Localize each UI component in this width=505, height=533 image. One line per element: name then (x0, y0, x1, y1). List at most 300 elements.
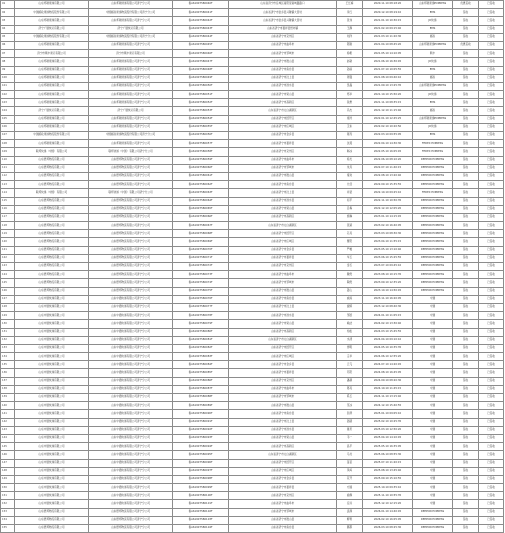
courier-cell[interactable]: 中通 (413, 336, 453, 344)
tracking-cell[interactable]: 鲁A61907580084F (173, 361, 229, 369)
recipient-cell[interactable]: 张伟 (337, 17, 363, 25)
table-row[interactable] (1, 410, 504, 418)
address-cell[interactable]: 山东省济宁市鱼台县 (229, 410, 337, 418)
sender-cell[interactable]: 山东德邦物流有限公司济宁分公司 (89, 271, 173, 279)
sender-cell[interactable]: 山东德邦物流有限公司济宁分公司 (89, 156, 173, 164)
address-cell[interactable]: 山东省济宁市梁山县 (229, 434, 337, 442)
row-number[interactable]: 142 (1, 418, 15, 426)
address-cell[interactable]: 山东省济宁市经开区 (229, 115, 337, 123)
tracking-cell[interactable]: 鲁A61907580061F (173, 172, 229, 180)
tracking-cell[interactable]: 鲁A61907580048F (173, 66, 229, 74)
note-cell[interactable]: 已签收 (479, 336, 504, 344)
status-cell[interactable]: 签收 (453, 58, 479, 66)
table-row[interactable] (1, 213, 504, 221)
note-cell[interactable]: 已签收 (479, 132, 504, 140)
table-row[interactable] (1, 58, 504, 66)
time-cell[interactable]: 2025.09.10 15:10:55 (363, 475, 413, 483)
address-cell[interactable]: 山东省济宁市鱼台县 (229, 66, 337, 74)
receiver-cell[interactable]: 山东中通快递有限公司 (15, 451, 89, 459)
courier-cell[interactable]: DEPPON EXPRESS (413, 230, 453, 238)
receiver-cell[interactable]: 山东中通快递有限公司 (15, 385, 89, 393)
receiver-cell[interactable]: 山东邦驰速递有限公司 (15, 17, 89, 25)
status-cell[interactable]: 签收 (453, 525, 479, 533)
recipient-cell[interactable]: 陶然 (337, 279, 363, 287)
address-cell[interactable]: 山东省济宁市嘉祥县 (229, 369, 337, 377)
courier-cell[interactable]: 中通 (413, 500, 453, 508)
tracking-cell[interactable]: 鲁A61907580059F (173, 156, 229, 164)
address-cell[interactable]: 山东省济宁市梁山县 (229, 91, 337, 99)
tracking-cell[interactable]: 鲁A61907580101F (173, 500, 229, 508)
receiver-cell[interactable]: 山东中通快递有限公司 (15, 295, 89, 303)
recipient-cell[interactable]: 潘越 (337, 377, 363, 385)
courier-cell[interactable]: DEPPON EXPRESS (413, 197, 453, 205)
receiver-cell[interactable]: 山东德邦物流有限公司 (15, 246, 89, 254)
time-cell[interactable]: 2022.09.10 15:35:55 (363, 181, 413, 189)
time-cell[interactable]: 2024.02.10 13:30:40 (363, 320, 413, 328)
row-number[interactable]: 125 (1, 279, 15, 287)
note-cell[interactable]: 已签收 (479, 369, 504, 377)
courier-cell[interactable]: 中通 (413, 377, 453, 385)
table-row[interactable] (1, 132, 504, 140)
address-cell[interactable]: 山东省济宁市兖州区 (229, 377, 337, 385)
table-row[interactable] (1, 320, 504, 328)
sender-cell[interactable]: 山东德邦物流有限公司济宁分公司 (89, 164, 173, 172)
sender-cell[interactable]: 山东德邦物流有限公司济宁分公司 (89, 172, 173, 180)
courier-cell[interactable]: 山东邦驰速递EXPRESS (413, 41, 453, 49)
status-cell[interactable]: 签收 (453, 25, 479, 33)
recipient-cell[interactable]: 奚玉 (337, 394, 363, 402)
row-number[interactable]: 111 (1, 164, 15, 172)
table-row[interactable] (1, 525, 504, 533)
table-row[interactable] (1, 303, 504, 311)
courier-cell[interactable]: 中通 (413, 451, 453, 459)
row-number[interactable]: 119 (1, 230, 15, 238)
table-row[interactable] (1, 156, 504, 164)
tracking-cell[interactable]: 鲁A61907580068F (173, 230, 229, 238)
table-row[interactable] (1, 394, 504, 402)
note-cell[interactable]: 已签收 (479, 508, 504, 516)
note-cell[interactable]: 已签收 (479, 516, 504, 524)
courier-cell[interactable]: 中通 (413, 344, 453, 352)
row-number[interactable]: 135 (1, 361, 15, 369)
time-cell[interactable]: 2023.09.10 12:35:20 (363, 279, 413, 287)
row-number[interactable]: 91 (1, 1, 15, 9)
row-number[interactable]: 107 (1, 132, 15, 140)
tracking-cell[interactable]: 鲁A61907580079F (173, 320, 229, 328)
note-cell[interactable]: 已签收 (479, 123, 504, 131)
note-cell[interactable]: 已签收 (479, 287, 504, 295)
tracking-cell[interactable]: 鲁A61907580056F (173, 132, 229, 140)
table-row[interactable] (1, 271, 504, 279)
row-number[interactable]: 155 (1, 525, 15, 533)
receiver-cell[interactable]: 山东德邦物流有限公司 (15, 508, 89, 516)
sender-cell[interactable]: 山东德邦物流有限公司济宁分公司 (89, 197, 173, 205)
receiver-cell[interactable]: 山东邦驰速递有限公司 (15, 41, 89, 49)
receiver-cell[interactable]: 中国邮政速递物流股份有限公司 (15, 132, 89, 140)
receiver-cell[interactable]: 济宁广通快运有限公司 (15, 107, 89, 115)
table-row[interactable] (1, 353, 504, 361)
address-cell[interactable]: 山东省济宁市汶上县 (229, 74, 337, 82)
row-number[interactable]: 151 (1, 492, 15, 500)
status-cell[interactable]: 签收 (453, 74, 479, 82)
tracking-cell[interactable]: 鲁A61907580069F (173, 238, 229, 246)
courier-cell[interactable]: FEDEX EXPRESS (413, 140, 453, 148)
recipient-cell[interactable]: 张颖 (337, 222, 363, 230)
recipient-cell[interactable]: 杨光 (337, 156, 363, 164)
sender-cell[interactable]: 山东中通快递有限公司济宁分公司 (89, 385, 173, 393)
courier-cell[interactable]: DEPPON EXPRESS (413, 222, 453, 230)
tracking-cell[interactable]: 鲁A61907580100F (173, 492, 229, 500)
address-cell[interactable]: 山东省济宁市嘉祥县 (229, 484, 337, 492)
sender-cell[interactable]: 山东德邦物流有限公司济宁分公司 (89, 516, 173, 524)
courier-cell[interactable]: 中通 (413, 418, 453, 426)
row-number[interactable]: 95 (1, 33, 15, 41)
receiver-cell[interactable]: 山东邦驰速递有限公司 (15, 99, 89, 107)
recipient-cell[interactable]: 苗苗 (337, 459, 363, 467)
status-cell[interactable]: 签收 (453, 17, 479, 25)
status-cell[interactable]: 签收 (453, 336, 479, 344)
receiver-cell[interactable]: 山东邦驰速递有限公司 (15, 115, 89, 123)
note-cell[interactable]: 已签收 (479, 66, 504, 74)
table-row[interactable] (1, 66, 504, 74)
row-number[interactable]: 154 (1, 516, 15, 524)
sender-cell[interactable]: 济宁广通快运有限公司 (89, 107, 173, 115)
courier-cell[interactable]: DEPPON EXPRESS (413, 246, 453, 254)
status-cell[interactable]: 签收 (453, 500, 479, 508)
table-row[interactable] (1, 426, 504, 434)
address-cell[interactable]: 山东省济宁市微山县 (229, 516, 337, 524)
receiver-cell[interactable]: 山东德邦物流有限公司 (15, 181, 89, 189)
table-row[interactable] (1, 254, 504, 262)
receiver-cell[interactable]: 山东德邦物流有限公司 (15, 164, 89, 172)
courier-cell[interactable]: 中通 (413, 443, 453, 451)
table-row[interactable] (1, 500, 504, 508)
table-row[interactable] (1, 99, 504, 107)
courier-cell[interactable]: 山东邦驰速递EXPRESS (413, 1, 453, 9)
recipient-cell[interactable]: 王静 (337, 25, 363, 33)
receiver-cell[interactable]: 山东德邦物流有限公司 (15, 172, 89, 180)
time-cell[interactable]: 2021.07.10 10:05:55 (363, 66, 413, 74)
address-cell[interactable]: 山东省济宁市金乡县 (229, 361, 337, 369)
sender-cell[interactable]: 山东邦驰速递有限公司济宁分公司 (89, 58, 173, 66)
address-cell[interactable]: 山东省济宁市嘉祥县纸坊镇 (229, 25, 337, 33)
table-row[interactable] (1, 475, 504, 483)
address-cell[interactable]: 山东省济宁市任城区南阳里南城路路口 (229, 1, 337, 9)
receiver-cell[interactable]: 济宁广通快运有限公司 (15, 25, 89, 33)
time-cell[interactable]: 2024.09.10 08:20:30 (363, 377, 413, 385)
row-number[interactable]: 117 (1, 213, 15, 221)
row-number[interactable]: 127 (1, 295, 15, 303)
table-row[interactable] (1, 418, 504, 426)
time-cell[interactable]: 2022.02.10 10:20:50 (363, 123, 413, 131)
table-row[interactable] (1, 115, 504, 123)
address-cell[interactable]: 山东省济宁市金乡县兴隆镇大营村 (229, 17, 337, 25)
receiver-cell[interactable]: 山东德邦物流有限公司 (15, 230, 89, 238)
note-cell[interactable]: 已签收 (479, 41, 504, 49)
address-cell[interactable]: 山东省济宁市微山县 (229, 172, 337, 180)
time-cell[interactable]: 2021.10.10 15:50:20 (363, 91, 413, 99)
sender-cell[interactable]: 山东中通快递有限公司济宁分公司 (89, 426, 173, 434)
status-cell[interactable]: 签收 (453, 205, 479, 213)
status-cell[interactable]: 签收 (453, 369, 479, 377)
table-row[interactable] (1, 140, 504, 148)
tracking-cell[interactable]: 鲁A61907580073F (173, 271, 229, 279)
time-cell[interactable]: 2025.04.10 14:10:45 (363, 434, 413, 442)
table-row[interactable] (1, 222, 504, 230)
time-cell[interactable]: 2025.12.10 12:15:20 (363, 500, 413, 508)
receiver-cell[interactable]: 中国邮政速递物流股份有限公司 (15, 9, 89, 17)
table-row[interactable] (1, 205, 504, 213)
row-number[interactable]: 147 (1, 459, 15, 467)
recipient-cell[interactable]: 马龙 (337, 451, 363, 459)
tracking-cell[interactable]: 鲁A61907580060F (173, 164, 229, 172)
row-number[interactable]: 101 (1, 82, 15, 90)
row-number[interactable]: 134 (1, 353, 15, 361)
tracking-cell[interactable]: 鲁A61907580104F (173, 525, 229, 533)
row-number[interactable]: 150 (1, 484, 15, 492)
row-number[interactable]: 118 (1, 222, 15, 230)
address-cell[interactable]: 山东省济宁市太白湖新区 (229, 336, 337, 344)
tracking-cell[interactable]: 鲁A61907580091F (173, 418, 229, 426)
recipient-cell[interactable]: 秦岚 (337, 172, 363, 180)
receiver-cell[interactable]: 山东德邦物流有限公司 (15, 287, 89, 295)
receiver-cell[interactable]: 山东中通快递有限公司 (15, 320, 89, 328)
status-cell[interactable]: 签收 (453, 172, 479, 180)
tracking-cell[interactable]: 鲁A61907580102F (173, 508, 229, 516)
receiver-cell[interactable]: 山东德邦物流有限公司 (15, 213, 89, 221)
address-cell[interactable]: 山东省济宁市汶上县 (229, 189, 337, 197)
note-cell[interactable]: 已签收 (479, 50, 504, 58)
courier-cell[interactable]: 中通 (413, 434, 453, 442)
sender-cell[interactable]: 济宁市顺丰速运有限公司 (89, 50, 173, 58)
note-cell[interactable]: 已签收 (479, 451, 504, 459)
time-cell[interactable]: 2024.06.10 12:55:20 (363, 353, 413, 361)
recipient-cell[interactable]: 云飞 (337, 361, 363, 369)
recipient-cell[interactable]: 金石 (337, 263, 363, 271)
time-cell[interactable]: 2025.08.10 13:45:40 (363, 467, 413, 475)
courier-cell[interactable]: 中通 (413, 369, 453, 377)
time-cell[interactable]: 2021.11.10 08:35:15 (363, 99, 413, 107)
tracking-cell[interactable]: 鲁A61907580047F (173, 58, 229, 66)
address-cell[interactable]: 山东省济宁市嘉祥县 (229, 140, 337, 148)
courier-cell[interactable]: DEPPON EXPRESS (413, 508, 453, 516)
address-cell[interactable]: 山东省济宁市任城区 (229, 353, 337, 361)
address-cell[interactable]: 山东省济宁市兖州区 (229, 33, 337, 41)
address-cell[interactable]: 山东省济宁市汶上县 (229, 418, 337, 426)
time-cell[interactable]: 2026.02.10 16:05:05 (363, 516, 413, 524)
row-number[interactable]: 123 (1, 263, 15, 271)
row-number[interactable]: 109 (1, 148, 15, 156)
recipient-cell[interactable]: 孙丽 (337, 66, 363, 74)
courier-cell[interactable]: EMS (413, 66, 453, 74)
sender-cell[interactable]: 山东德邦物流有限公司济宁分公司 (89, 508, 173, 516)
address-cell[interactable]: 山东省济宁市金乡县 (229, 246, 337, 254)
status-cell[interactable]: 签收 (453, 344, 479, 352)
tracking-cell[interactable]: 鲁A61907580049F (173, 74, 229, 82)
tracking-cell[interactable]: 鲁A61907580083F (173, 353, 229, 361)
time-cell[interactable]: 2022.11.10 10:50:35 (363, 197, 413, 205)
address-cell[interactable]: 山东省济宁市邹城市 (229, 394, 337, 402)
row-number[interactable]: 103 (1, 99, 15, 107)
sender-cell[interactable]: 山东邦驰速递有限公司济宁分公司 (89, 41, 173, 49)
tracking-cell[interactable]: 鲁A61907580070F (173, 246, 229, 254)
note-cell[interactable]: 已签收 (479, 156, 504, 164)
receiver-cell[interactable]: 山东中通快递有限公司 (15, 459, 89, 467)
sender-cell[interactable]: 山东邦驰速递有限公司济宁分公司 (89, 140, 173, 148)
table-row[interactable] (1, 467, 504, 475)
address-cell[interactable]: 山东省济宁市鱼台县 (229, 525, 337, 533)
status-cell[interactable]: 签收 (453, 508, 479, 516)
courier-cell[interactable]: FEDEX EXPRESS (413, 148, 453, 156)
note-cell[interactable]: 已签收 (479, 205, 504, 213)
address-cell[interactable]: 山东省济宁市泗水县 (229, 426, 337, 434)
courier-cell[interactable]: 山东邦驰速递EXPRESS (413, 115, 453, 123)
receiver-cell[interactable]: 山东中通快递有限公司 (15, 353, 89, 361)
recipient-cell[interactable]: 昌平 (337, 443, 363, 451)
address-cell[interactable]: 山东省济宁市曲阜市 (229, 156, 337, 164)
receiver-cell[interactable]: 山东德邦物流有限公司 (15, 222, 89, 230)
receiver-cell[interactable]: 山东邦驰速递有限公司 (15, 1, 89, 9)
address-cell[interactable]: 山东省济宁市太白湖新区 (229, 222, 337, 230)
receiver-cell[interactable]: 山东德邦物流有限公司 (15, 197, 89, 205)
table-row[interactable] (1, 164, 504, 172)
table-row[interactable] (1, 402, 504, 410)
address-cell[interactable]: 山东省济宁市金乡县 (229, 475, 337, 483)
receiver-cell[interactable]: 山东中通快递有限公司 (15, 500, 89, 508)
receiver-cell[interactable]: 山东德邦物流有限公司 (15, 156, 89, 164)
note-cell[interactable]: 已签收 (479, 500, 504, 508)
tracking-cell[interactable]: 鲁A61907580062F (173, 181, 229, 189)
courier-cell[interactable]: 顺丰 (413, 50, 453, 58)
address-cell[interactable]: 山东省济宁市鱼台县 (229, 181, 337, 189)
note-cell[interactable]: 已签收 (479, 271, 504, 279)
tracking-cell[interactable]: 鲁A61907580103F (173, 516, 229, 524)
recipient-cell[interactable]: 窦明 (337, 344, 363, 352)
tracking-cell[interactable]: 鲁A61907580095F (173, 451, 229, 459)
receiver-cell[interactable]: 山东中通快递有限公司 (15, 303, 89, 311)
sender-cell[interactable]: 山东中通快递有限公司济宁分公司 (89, 434, 173, 442)
row-number[interactable]: 92 (1, 9, 15, 17)
sender-cell[interactable]: 山东中通快递有限公司济宁分公司 (89, 336, 173, 344)
tracking-cell[interactable]: 鲁A61907580043F (173, 25, 229, 33)
row-number[interactable]: 100 (1, 74, 15, 82)
table-row[interactable] (1, 82, 504, 90)
receiver-cell[interactable]: 山东邦驰速递有限公司 (15, 140, 89, 148)
note-cell[interactable]: 已签收 (479, 99, 504, 107)
status-cell[interactable]: 签收 (453, 295, 479, 303)
tracking-cell[interactable]: 鲁A61907580087F (173, 385, 229, 393)
note-cell[interactable]: 已签收 (479, 213, 504, 221)
table-row[interactable] (1, 17, 504, 25)
courier-cell[interactable]: FEDEX EXPRESS (413, 189, 453, 197)
sender-cell[interactable]: 山东中通快递有限公司济宁分公司 (89, 361, 173, 369)
recipient-cell[interactable]: 华玉 (337, 254, 363, 262)
recipient-cell[interactable]: 方圆 (337, 484, 363, 492)
time-cell[interactable]: 2021.08.10 09:40:10 (363, 74, 413, 82)
tracking-cell[interactable]: 鲁A61907580040F (173, 1, 229, 9)
sender-cell[interactable]: 山东德邦物流有限公司济宁分公司 (89, 213, 173, 221)
address-cell[interactable]: 山东省济宁市高新区 (229, 443, 337, 451)
status-cell[interactable]: 签收 (453, 91, 479, 99)
time-cell[interactable]: 2023.04.10 11:55:15 (363, 238, 413, 246)
recipient-cell[interactable]: 冯杰 (337, 107, 363, 115)
tracking-cell[interactable]: 鲁A61907580096F (173, 459, 229, 467)
time-cell[interactable]: 2022.07.10 11:40:15 (363, 164, 413, 172)
sender-cell[interactable]: 山东中通快递有限公司济宁分公司 (89, 344, 173, 352)
status-cell[interactable]: 签收 (453, 434, 479, 442)
row-number[interactable]: 132 (1, 336, 15, 344)
row-number[interactable]: 96 (1, 41, 15, 49)
status-cell[interactable]: 签收 (453, 377, 479, 385)
status-cell[interactable]: 签收 (453, 123, 479, 131)
table-row[interactable] (1, 459, 504, 467)
note-cell[interactable]: 已签收 (479, 197, 504, 205)
time-cell[interactable]: 2021.05.10 14:10:05 (363, 50, 413, 58)
time-cell[interactable]: 2023.10.10 14:50:45 (363, 287, 413, 295)
address-cell[interactable]: 山东省济宁市汶上县 (229, 303, 337, 311)
note-cell[interactable]: 已签收 (479, 402, 504, 410)
recipient-cell[interactable]: 韦一 (337, 434, 363, 442)
sender-cell[interactable]: 济宁广通快运有限公司 (89, 25, 173, 33)
recipient-cell[interactable]: 陈刚 (337, 41, 363, 49)
courier-cell[interactable]: 中通 (413, 467, 453, 475)
recipient-cell[interactable]: 水清 (337, 336, 363, 344)
sender-cell[interactable]: 山东德邦物流有限公司济宁分公司 (89, 205, 173, 213)
address-cell[interactable]: 山东省济宁市邹城市 (229, 50, 337, 58)
receiver-cell[interactable]: 山东中通快递有限公司 (15, 336, 89, 344)
row-number[interactable]: 128 (1, 303, 15, 311)
note-cell[interactable]: 已签收 (479, 115, 504, 123)
recipient-cell[interactable]: 任远 (337, 500, 363, 508)
status-cell[interactable]: 签收 (453, 50, 479, 58)
courier-cell[interactable]: 中通 (413, 475, 453, 483)
sender-cell[interactable]: 山东德邦物流有限公司济宁分公司 (89, 254, 173, 262)
row-number[interactable]: 149 (1, 475, 15, 483)
status-cell[interactable]: 签收 (453, 238, 479, 246)
time-cell[interactable]: 2023.01.10 14:15:45 (363, 213, 413, 221)
recipient-cell[interactable]: 许诺 (337, 189, 363, 197)
courier-cell[interactable]: DEPPON EXPRESS (413, 271, 453, 279)
courier-cell[interactable]: 中通 (413, 303, 453, 311)
receiver-cell[interactable]: 山东邦驰速递有限公司 (15, 123, 89, 131)
sender-cell[interactable]: 中国邮政速递物流股份有限公司济宁分公司 (89, 9, 173, 17)
receiver-cell[interactable]: 山东中通快递有限公司 (15, 418, 89, 426)
row-number[interactable]: 93 (1, 17, 15, 25)
receiver-cell[interactable]: 山东中通快递有限公司 (15, 475, 89, 483)
time-cell[interactable]: 2025.06.10 08:55:30 (363, 451, 413, 459)
recipient-cell[interactable]: 鲁迅 (337, 426, 363, 434)
table-row[interactable] (1, 107, 504, 115)
receiver-cell[interactable]: 山东邦驰速递有限公司 (15, 66, 89, 74)
receiver-cell[interactable]: 山东德邦物流有限公司 (15, 516, 89, 524)
table-row[interactable] (1, 230, 504, 238)
courier-cell[interactable]: JD快递 (413, 91, 453, 99)
status-cell[interactable]: 签收 (453, 107, 479, 115)
time-cell[interactable]: 2025.02.10 10:25:35 (363, 418, 413, 426)
note-cell[interactable]: 已签收 (479, 25, 504, 33)
status-cell[interactable]: 签收 (453, 303, 479, 311)
sender-cell[interactable]: 山东中通快递有限公司济宁分公司 (89, 377, 173, 385)
courier-cell[interactable]: 中通 (413, 320, 453, 328)
address-cell[interactable]: 山东省济宁市曲阜市 (229, 271, 337, 279)
receiver-cell[interactable]: 山东中通快递有限公司 (15, 443, 89, 451)
recipient-cell[interactable]: 喻洁 (337, 320, 363, 328)
tracking-cell[interactable]: 鲁A61907580082F (173, 344, 229, 352)
status-cell[interactable]: 签收 (453, 263, 479, 271)
table-row[interactable] (1, 312, 504, 320)
courier-cell[interactable]: DEPPON EXPRESS (413, 254, 453, 262)
receiver-cell[interactable]: 山东中通快递有限公司 (15, 369, 89, 377)
